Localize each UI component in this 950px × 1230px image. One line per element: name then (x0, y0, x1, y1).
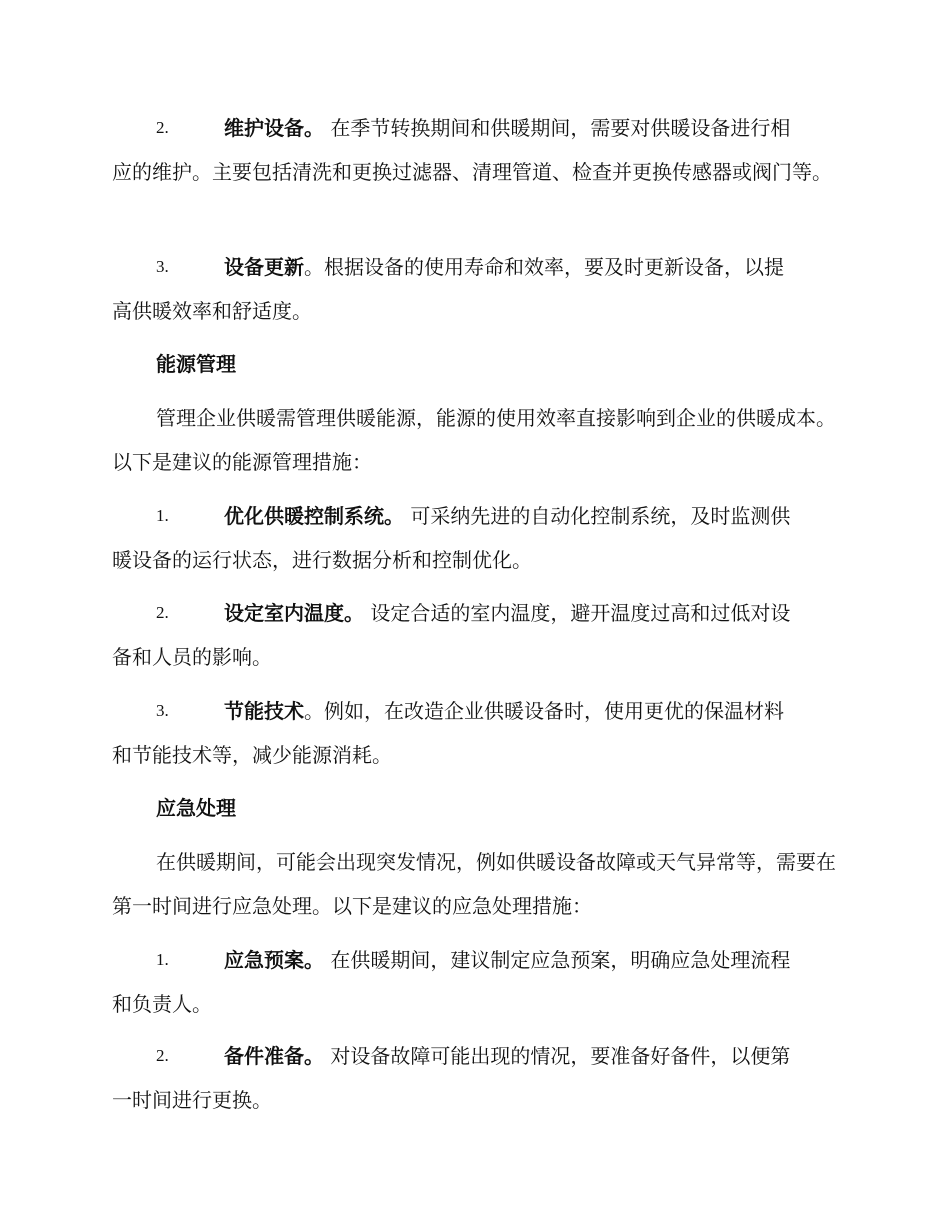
item-text: 设定合适的室内温度，避开温度过高和过低对设 (364, 601, 791, 625)
item-text: 对设备故障可能出现的情况，要准备好备件，以便第 (324, 1044, 791, 1068)
item-title: 设定室内温度。 (224, 601, 364, 625)
list-item (112, 1034, 840, 1122)
item-text: 在季节转换期间和供暖期间，需要对供暖设备进行相 (324, 116, 791, 140)
list-number: 2. (156, 118, 169, 137)
list-item (112, 494, 840, 582)
item-title: 设备更新 (224, 255, 304, 279)
item-text-continued: 和负责人。 (112, 992, 212, 1016)
item-text-continued: 暖设备的运行状态，进行数据分析和控制优化。 (112, 548, 532, 572)
section-heading: 应急处理 (156, 796, 236, 820)
item-text-continued: 和节能技术等，减少能源消耗。 (112, 743, 392, 767)
item-title: 应急预案。 (224, 948, 324, 972)
section-intro: 在供暖期间，可能会出现突发情况，例如供暖设备故障或天气异常等，需要在第一时间进行应急处理。以下是建议的应急处理措施： (112, 850, 836, 918)
item-text-continued: 备和人员的影响。 (112, 645, 272, 669)
list-item (112, 938, 840, 1026)
list-number: 3. (156, 701, 169, 720)
item-text-continued: 高供暖效率和舒适度。 (112, 299, 312, 323)
list-item (112, 591, 840, 679)
item-text: 。例如，在改造企业供暖设备时，使用更优的保温材料 (304, 699, 784, 723)
item-title: 维护设备。 (224, 116, 324, 140)
list-number: 3. (156, 257, 169, 276)
list-item (112, 106, 840, 194)
list-number: 1. (156, 506, 169, 525)
item-text: 可采纳先进的自动化控制系统，及时监测供 (404, 504, 791, 528)
list-number: 1. (156, 950, 169, 969)
item-text-continued: 应的维护。主要包括清洗和更换过滤器、清理管道、检查并更换传感器或阀门等。 (112, 160, 832, 184)
list-item (112, 689, 840, 777)
section-heading: 能源管理 (156, 352, 236, 376)
item-title: 优化供暖控制系统。 (224, 504, 404, 528)
item-text: 。根据设备的使用寿命和效率，要及时更新设备，以提 (304, 255, 784, 279)
list-item (112, 245, 840, 333)
list-number: 2. (156, 1046, 169, 1065)
item-text-continued: 一时间进行更换。 (112, 1088, 272, 1112)
section-intro: 管理企业供暖需管理供暖能源，能源的使用效率直接影响到企业的供暖成本。以下是建议的能源管理措施： (112, 406, 836, 474)
item-text: 在供暖期间，建议制定应急预案，明确应急处理流程 (324, 948, 791, 972)
item-title: 节能技术 (224, 699, 304, 723)
item-title: 备件准备。 (224, 1044, 324, 1068)
list-number: 2. (156, 603, 169, 622)
